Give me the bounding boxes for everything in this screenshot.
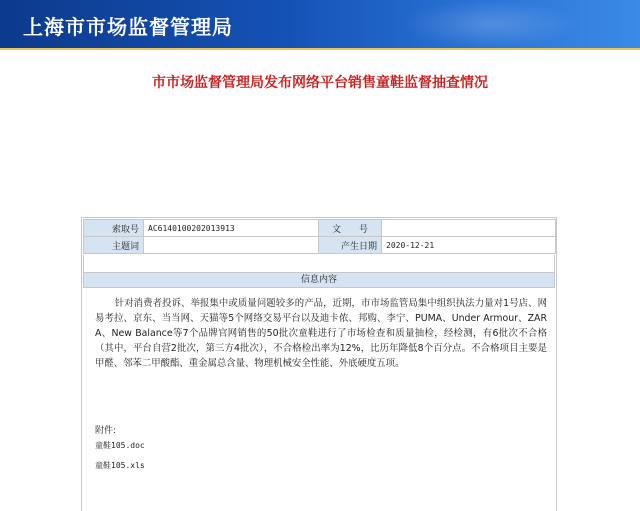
meta-row	[84, 220, 556, 237]
site-title[interactable]: 上海市市场监督管理局	[23, 15, 233, 39]
article-title: 市市场监督管理局发布网络平台销售童鞋监督抽查情况	[152, 75, 488, 91]
meta-row	[84, 237, 556, 254]
subject-value	[144, 237, 319, 254]
info-heading: 信息内容	[83, 272, 555, 288]
header-divider	[0, 48, 640, 50]
date-label: 产生日期	[319, 237, 382, 254]
meta-table	[83, 219, 556, 254]
index-label: 索取号	[84, 220, 144, 237]
header-glow	[400, 0, 580, 48]
date-value: 2020-12-21	[382, 237, 556, 254]
spacer-row	[83, 255, 555, 272]
index-value: AC6140100202013913	[144, 220, 319, 237]
site-header	[0, 0, 640, 48]
attachment-link-doc[interactable]: 童鞋105.doc	[95, 441, 145, 450]
doc-no-label: 文 号	[319, 220, 382, 237]
subject-label: 主题词	[84, 237, 144, 254]
attachments-label: 附件:	[95, 426, 117, 436]
doc-no-value	[382, 220, 556, 237]
attachment-link-xls[interactable]: 童鞋105.xls	[95, 461, 145, 470]
article-body: 针对消费者投诉、举报集中或质量问题较多的产品，近期，市市场监管局集中组织执法力量对1号店、网易考拉、京东、当当网、天猫等5个网络交易平台以及迪卡侬、邦购、李宁、PUMA、Under Armour、ZARA、New Balance等7个品牌官网销售的50批次童鞋进行了市场检查和质量抽检，经检测，有6批次不合格（其中，平台自营2批次，第三方4批次），不合格检出率为12%，比历年降低8个百分点。不合格项目主要是甲醛、邻苯二甲酸酯、重金属总含量、物理机械安全性能、外底硬度五项。	[95, 298, 547, 369]
